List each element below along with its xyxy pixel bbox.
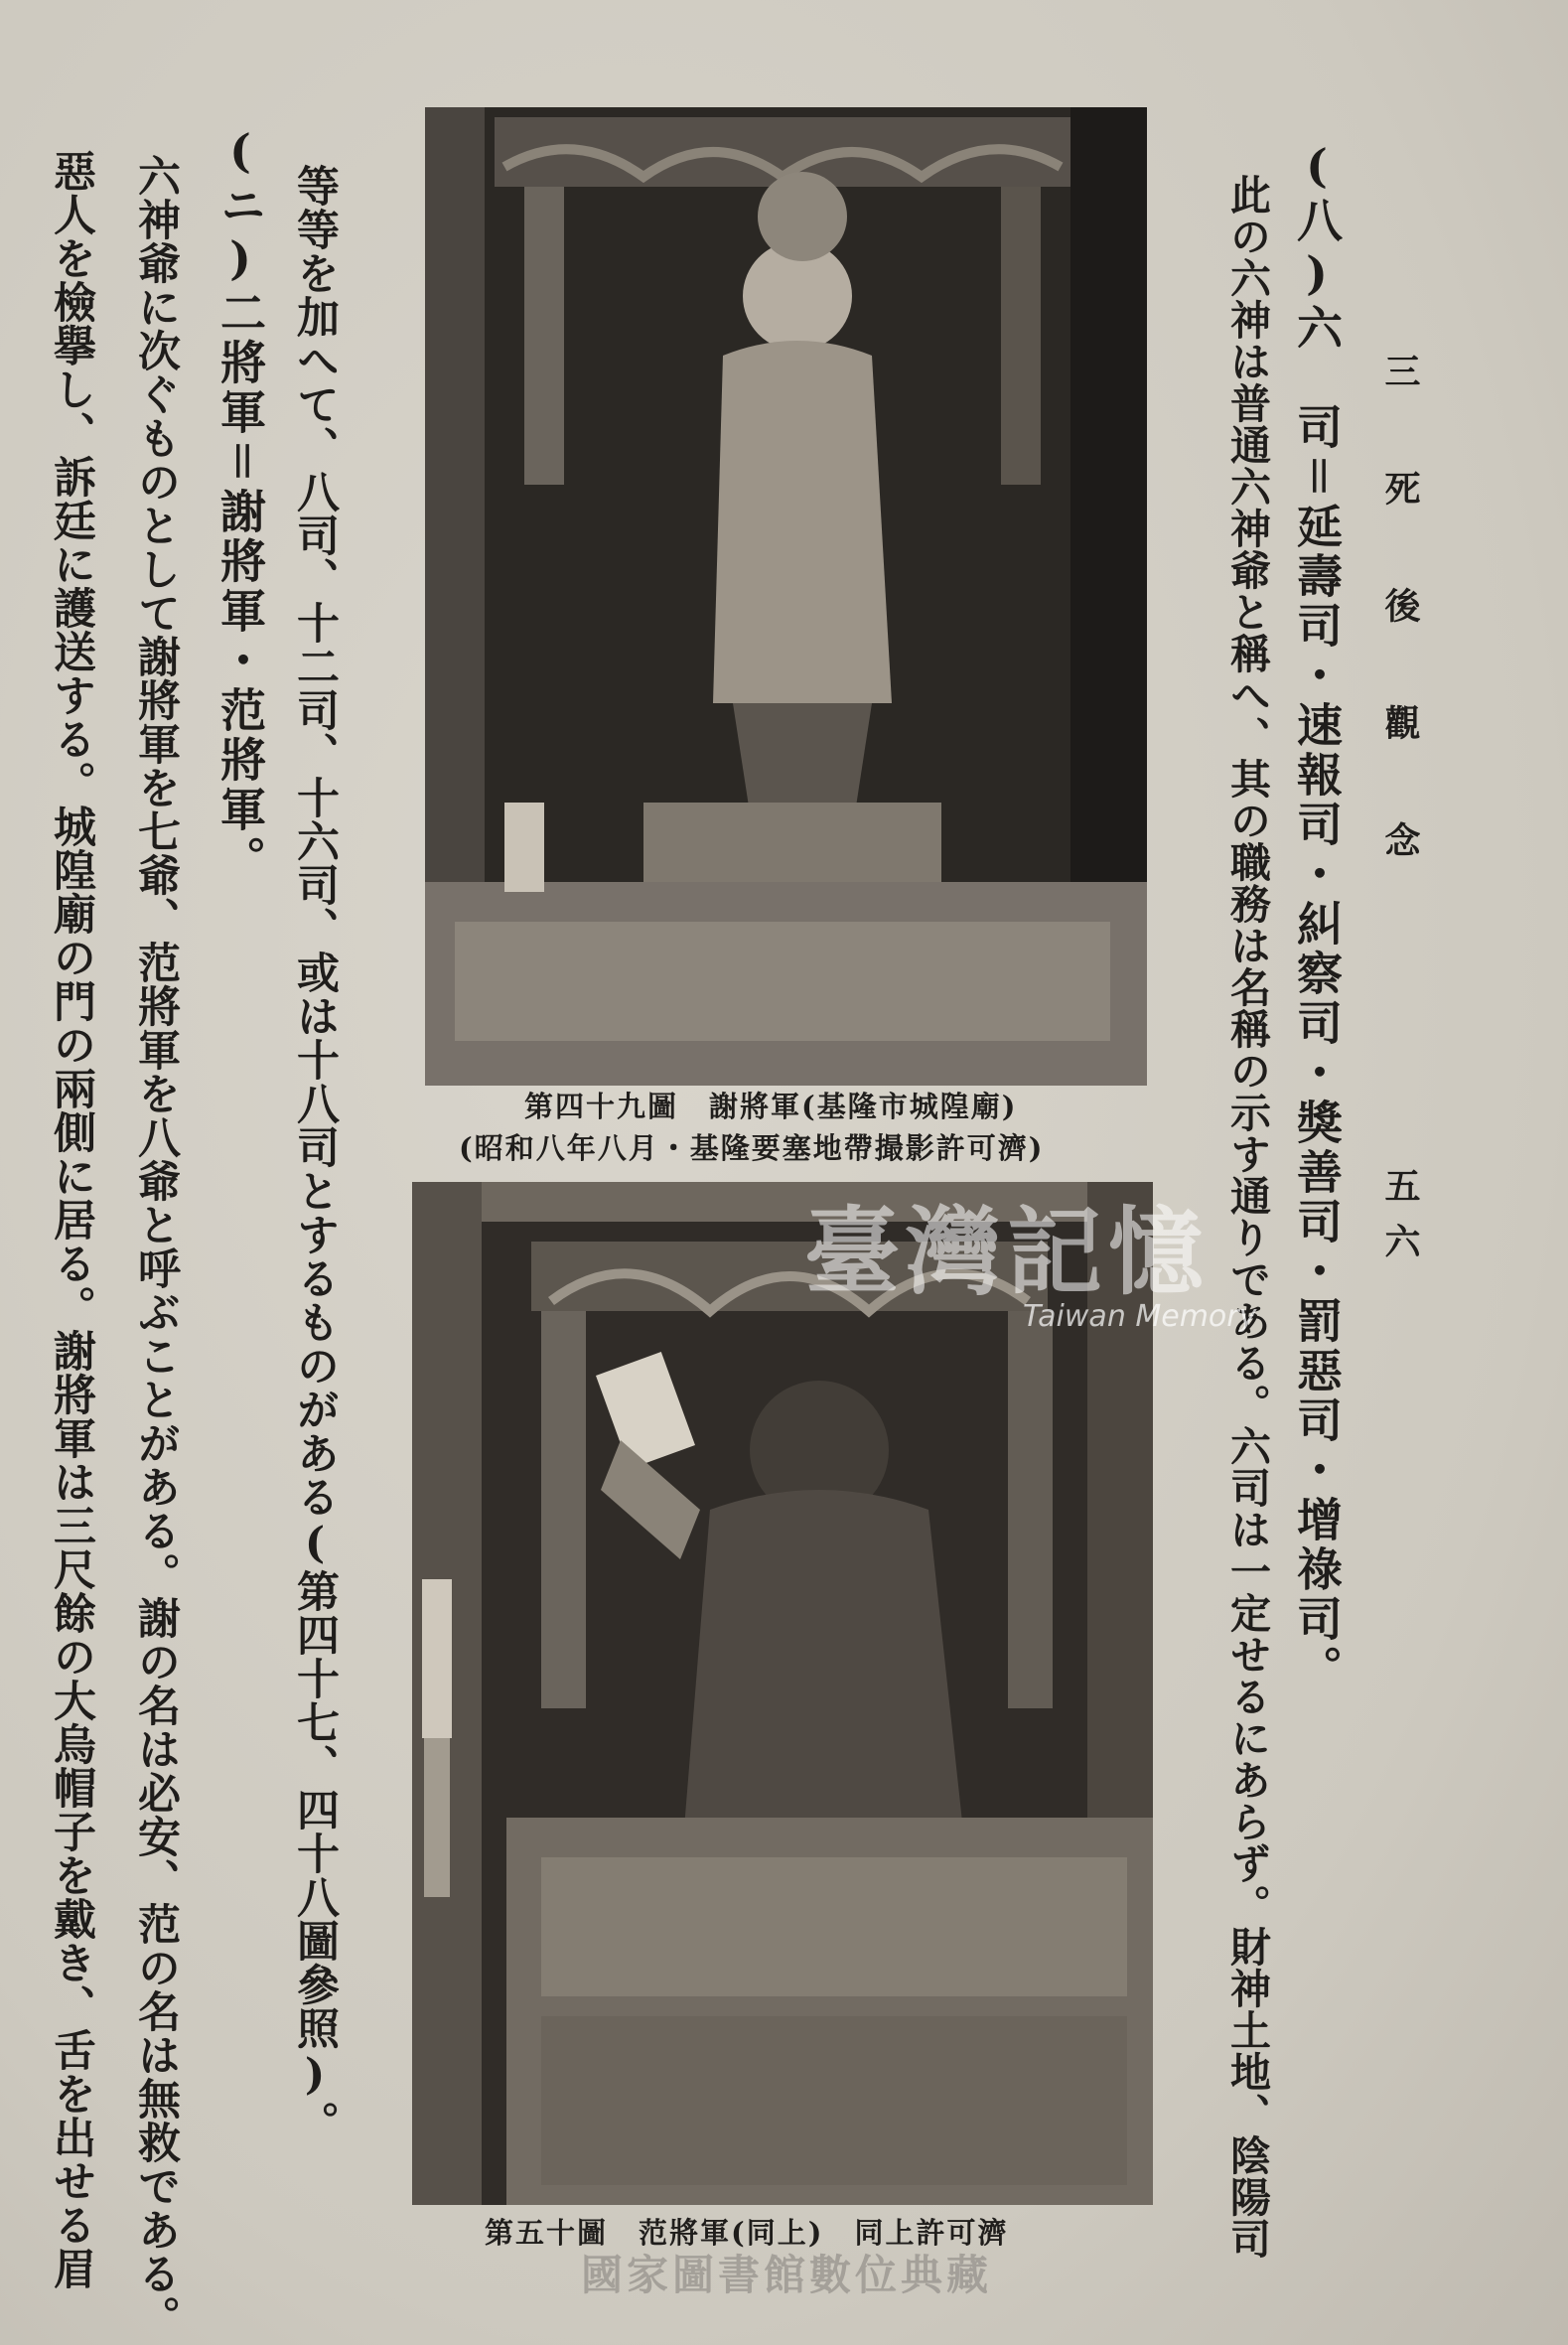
archive-footer: 國家圖書館數位典藏 <box>581 2251 993 2299</box>
page-number: 五六 <box>1379 1167 1421 1278</box>
figure-50-caption: 第五十圖 范將軍(同上) 同上許可濟 <box>485 2216 1009 2250</box>
section-header: 三 死 後 觀 念 <box>1379 353 1421 877</box>
text-column-4: (ニ)二將軍＝謝將軍・范將軍。 <box>214 124 267 885</box>
text-column-2: 此の六神は普通六神爺と稱へ、其の職務は名稱の示す通りである。六司は一定せるにあらず。財神土地、陰陽司 <box>1223 174 1271 2260</box>
text-column-3: 等等を加へて、八司、十二司、十六司、或は十八司とするものがある(第四十七、四十八圖參照)。 <box>290 164 340 2144</box>
figure-49-caption-2: (昭和八年八月・基隆要塞地帶撮影許可濟) <box>459 1131 1045 1165</box>
text-column-1: (八)六 司＝延壽司・速報司・糾察司・獎善司・罰惡司・增祿司。 <box>1290 139 1344 1694</box>
watermark-logo: 臺灣記憶 <box>804 1196 1210 1308</box>
figure-50-photo <box>412 1182 1153 2205</box>
figure-49-caption-1: 第四十九圖 謝將軍(基隆市城隍廟) <box>524 1090 1018 1123</box>
text-column-6: 惡人を檢擧し、訴廷に護送する。城隍廟の門の兩側に居る。謝將軍は三尺餘の大烏帽子を戴き、舌を出せる眉 <box>47 149 96 2290</box>
figure-49-photo <box>425 107 1147 1086</box>
text-column-5: 六神爺に次ぐものとして謝將軍を七爺、范將軍を八爺と呼ぶことがある。謝の名は必安、范の名は無救である。 <box>131 154 181 2339</box>
watermark-subtext: Taiwan Memory <box>1023 1299 1257 1334</box>
